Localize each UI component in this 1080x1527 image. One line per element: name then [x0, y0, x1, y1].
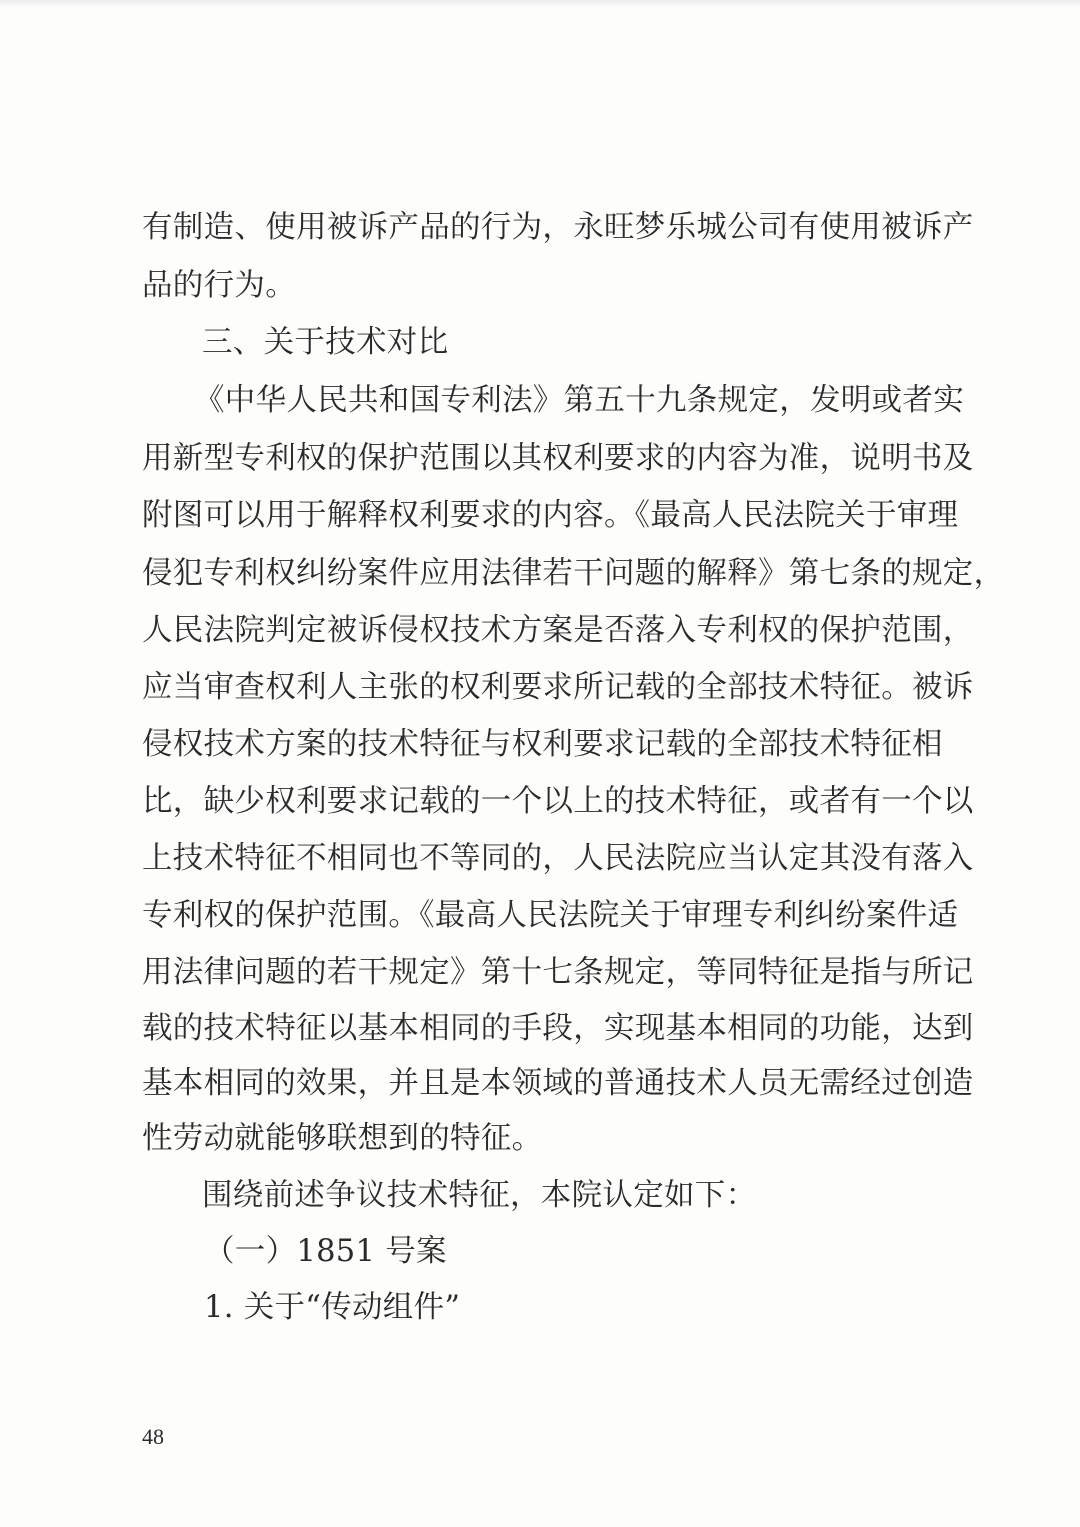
- text-line: 应当审查权利人主张的权利要求所记载的全部技术特征。被诉: [142, 670, 974, 705]
- text-line: 围绕前述争议技术特征，本院认定如下：: [202, 1178, 757, 1213]
- text-line: 品的行为。: [142, 268, 296, 303]
- page-number: 48: [142, 1424, 164, 1449]
- text-line: 专利权的保护范围。《最高人民法院关于审理专利纠纷案件适: [142, 898, 959, 933]
- text-line: 比，缺少权利要求记载的一个以上的技术特征，或者有一个以: [142, 784, 974, 819]
- subsection-heading: 1. 关于“传动组件”: [204, 1290, 461, 1325]
- subsection-heading: （一）1851 号案: [204, 1234, 447, 1269]
- text-line: 基本相同的效果，并且是本领域的普通技术人员无需经过创造: [142, 1066, 974, 1101]
- text-line: 有制造、使用被诉产品的行为，永旺梦乐城公司有使用被诉产: [142, 210, 974, 245]
- text-line: 性劳动就能够联想到的特征。: [142, 1121, 543, 1156]
- text-line: 侵犯专利权纠纷案件应用法律若干问题的解释》第七条的规定，: [142, 556, 1005, 591]
- text-line: 《中华人民共和国专利法》第五十九条规定，发明或者实: [194, 383, 964, 418]
- text-line: 侵权技术方案的技术特征与权利要求记载的全部技术特征相: [142, 727, 943, 762]
- text-line: 上技术特征不相同也不等同的，人民法院应当认定其没有落入: [142, 841, 974, 876]
- section-heading: 三、关于技术对比: [202, 325, 449, 360]
- text-line: 附图可以用于解释权利要求的内容。《最高人民法院关于审理: [142, 498, 959, 533]
- text-line: 用新型专利权的保护范围以其权利要求的内容为准，说明书及: [142, 441, 974, 476]
- text-line: 人民法院判定被诉侵权技术方案是否落入专利权的保护范围，: [142, 613, 974, 648]
- text-line: 用法律问题的若干规定》第十七条规定，等同特征是指与所记: [142, 955, 974, 990]
- text-line: 载的技术特征以基本相同的手段，实现基本相同的功能，达到: [142, 1011, 974, 1046]
